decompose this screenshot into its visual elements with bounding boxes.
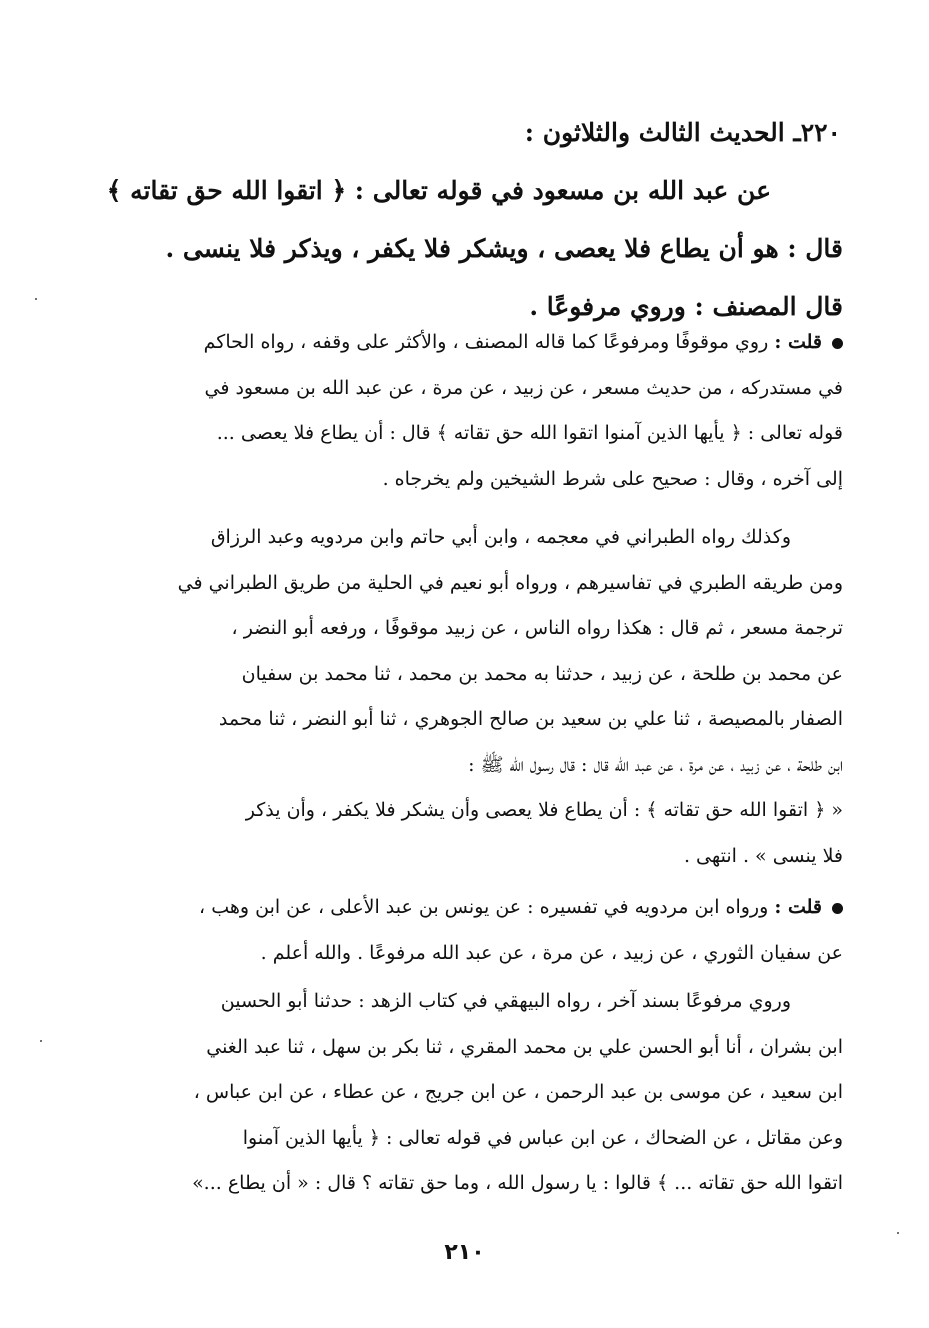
paragraph-line: فلا ينسى » . انتهى . (683, 844, 843, 867)
paragraph-line: وروي مرفوعًا بسند آخر ، رواه البيهقي في كتاب الزهد : حدثنا أبو الحسين (220, 990, 791, 1012)
paragraph-line (92, 320, 843, 366)
paragraph-line (92, 885, 843, 931)
commentary-paragraph-4 (92, 979, 843, 1207)
qultu-label: قلت : (774, 896, 822, 918)
hadith-heading (92, 104, 843, 336)
paragraph-line: الصفار بالمصيصة ، ثنا علي بن سعيد بن صالح الجوهري ، ثنا أبو النضر ، ثنا محمد (218, 708, 843, 730)
hadith-narrator-line: عن عبد الله بن مسعود في قوله تعالى : ﴿ اتقوا الله حق تقاته ﴾ (106, 176, 771, 205)
scan-speck (35, 298, 37, 300)
commentary-paragraph-1 (92, 320, 843, 502)
scan-speck (40, 1040, 42, 1042)
paragraph-line: وعن مقاتل ، عن الضحاك ، عن ابن عباس في قوله تعالى : ﴿ يأيها الذين آمنوا (242, 1126, 843, 1149)
paragraph-line: عن سفيان الثوري ، عن زبيد ، عن مرة ، عن عبد الله مرفوعًا . والله أعلم . (260, 941, 843, 964)
qultu-label: قلت : (774, 331, 822, 353)
page-number: ٢١٠ (444, 1240, 485, 1265)
paragraph-line: قوله تعالى : ﴿ يأيها الذين آمنوا اتقوا الله حق تقاته ﴾ قال : أن يطاع فلا يعصى ... (216, 422, 843, 444)
paragraph-line: ترجمة مسعر ، ثم قال : هكذا رواه الناس ، عن زبيد موقوفًا ، ورفعه أبو النضر ، (231, 617, 843, 639)
paragraph-line-text: روي موقوفًا ومرفوعًا كما قاله المصنف ، والأكثر على وقفه ، رواه الحاكم (203, 331, 769, 353)
author-note-line: قال المصنف : وروي مرفوعًا . (529, 292, 843, 321)
hadith-title: ٢٢٠ـ الحديث الثالث والثلاثون : (524, 118, 841, 147)
commentary-paragraph-3 (92, 885, 843, 976)
paragraph-line: وكذلك رواه الطبراني في معجمه ، وابن أبي حاتم وابن مردويه وعبد الرزاق (210, 526, 791, 548)
hadith-text-line: قال : هو أن يطاع فلا يعصى ، ويشكر فلا يكفر ، ويذكر فلا ينسى . (165, 234, 843, 263)
paragraph-line: « ﴿ اتقوا الله حق تقاته ﴾ : أن يطاع فلا يعصى وأن يشكر فلا يكفر ، وأن يذكر (245, 799, 843, 821)
commentary-paragraph-2 (92, 515, 843, 879)
paragraph-line: اتقوا الله حق تقاته ... ﴾ قالوا : يا رسول الله ، وما حق تقاته ؟ قال : « أن يطاع ...» (192, 1172, 843, 1194)
bullet-icon (832, 338, 843, 349)
bullet-icon (832, 903, 843, 914)
paragraph-line: ابن بشران ، أنا أبو الحسن علي بن محمد المقري ، ثنا بكر بن سهل ، ثنا عبد الغني (206, 1035, 843, 1058)
scan-speck (897, 1232, 899, 1234)
paragraph-line: في مستدركه ، من حديث مسعر ، عن زبيد ، عن مرة ، عن عبد الله بن مسعود في (204, 376, 843, 399)
paragraph-line: إلى آخره ، وقال : صحيح على شرط الشيخين ولم يخرجاه . (382, 467, 843, 490)
paragraph-line: ابن سعيد ، عن موسى بن عبد الرحمن ، عن ابن جريج ، عن عطاء ، عن ابن عباس ، (193, 1081, 843, 1103)
paragraph-line: ومن طريقه الطبري في تفاسيرهم ، ورواه أبو نعيم في الحلية من طريق الطبراني في (177, 571, 843, 594)
paragraph-line: عن محمد بن طلحة ، عن زبيد ، حدثنا به محمد بن محمد ، ثنا محمد بن سفيان (241, 662, 843, 685)
paragraph-line: ابن طلحة ، عن زبيد ، عن مرة ، عن عبد الله قال : قال رسول الله ﷺ : (468, 753, 843, 776)
paragraph-line-text: ورواه ابن مردويه في تفسيره : عن يونس بن عبد الأعلى ، عن ابن وهب ، (199, 896, 769, 918)
